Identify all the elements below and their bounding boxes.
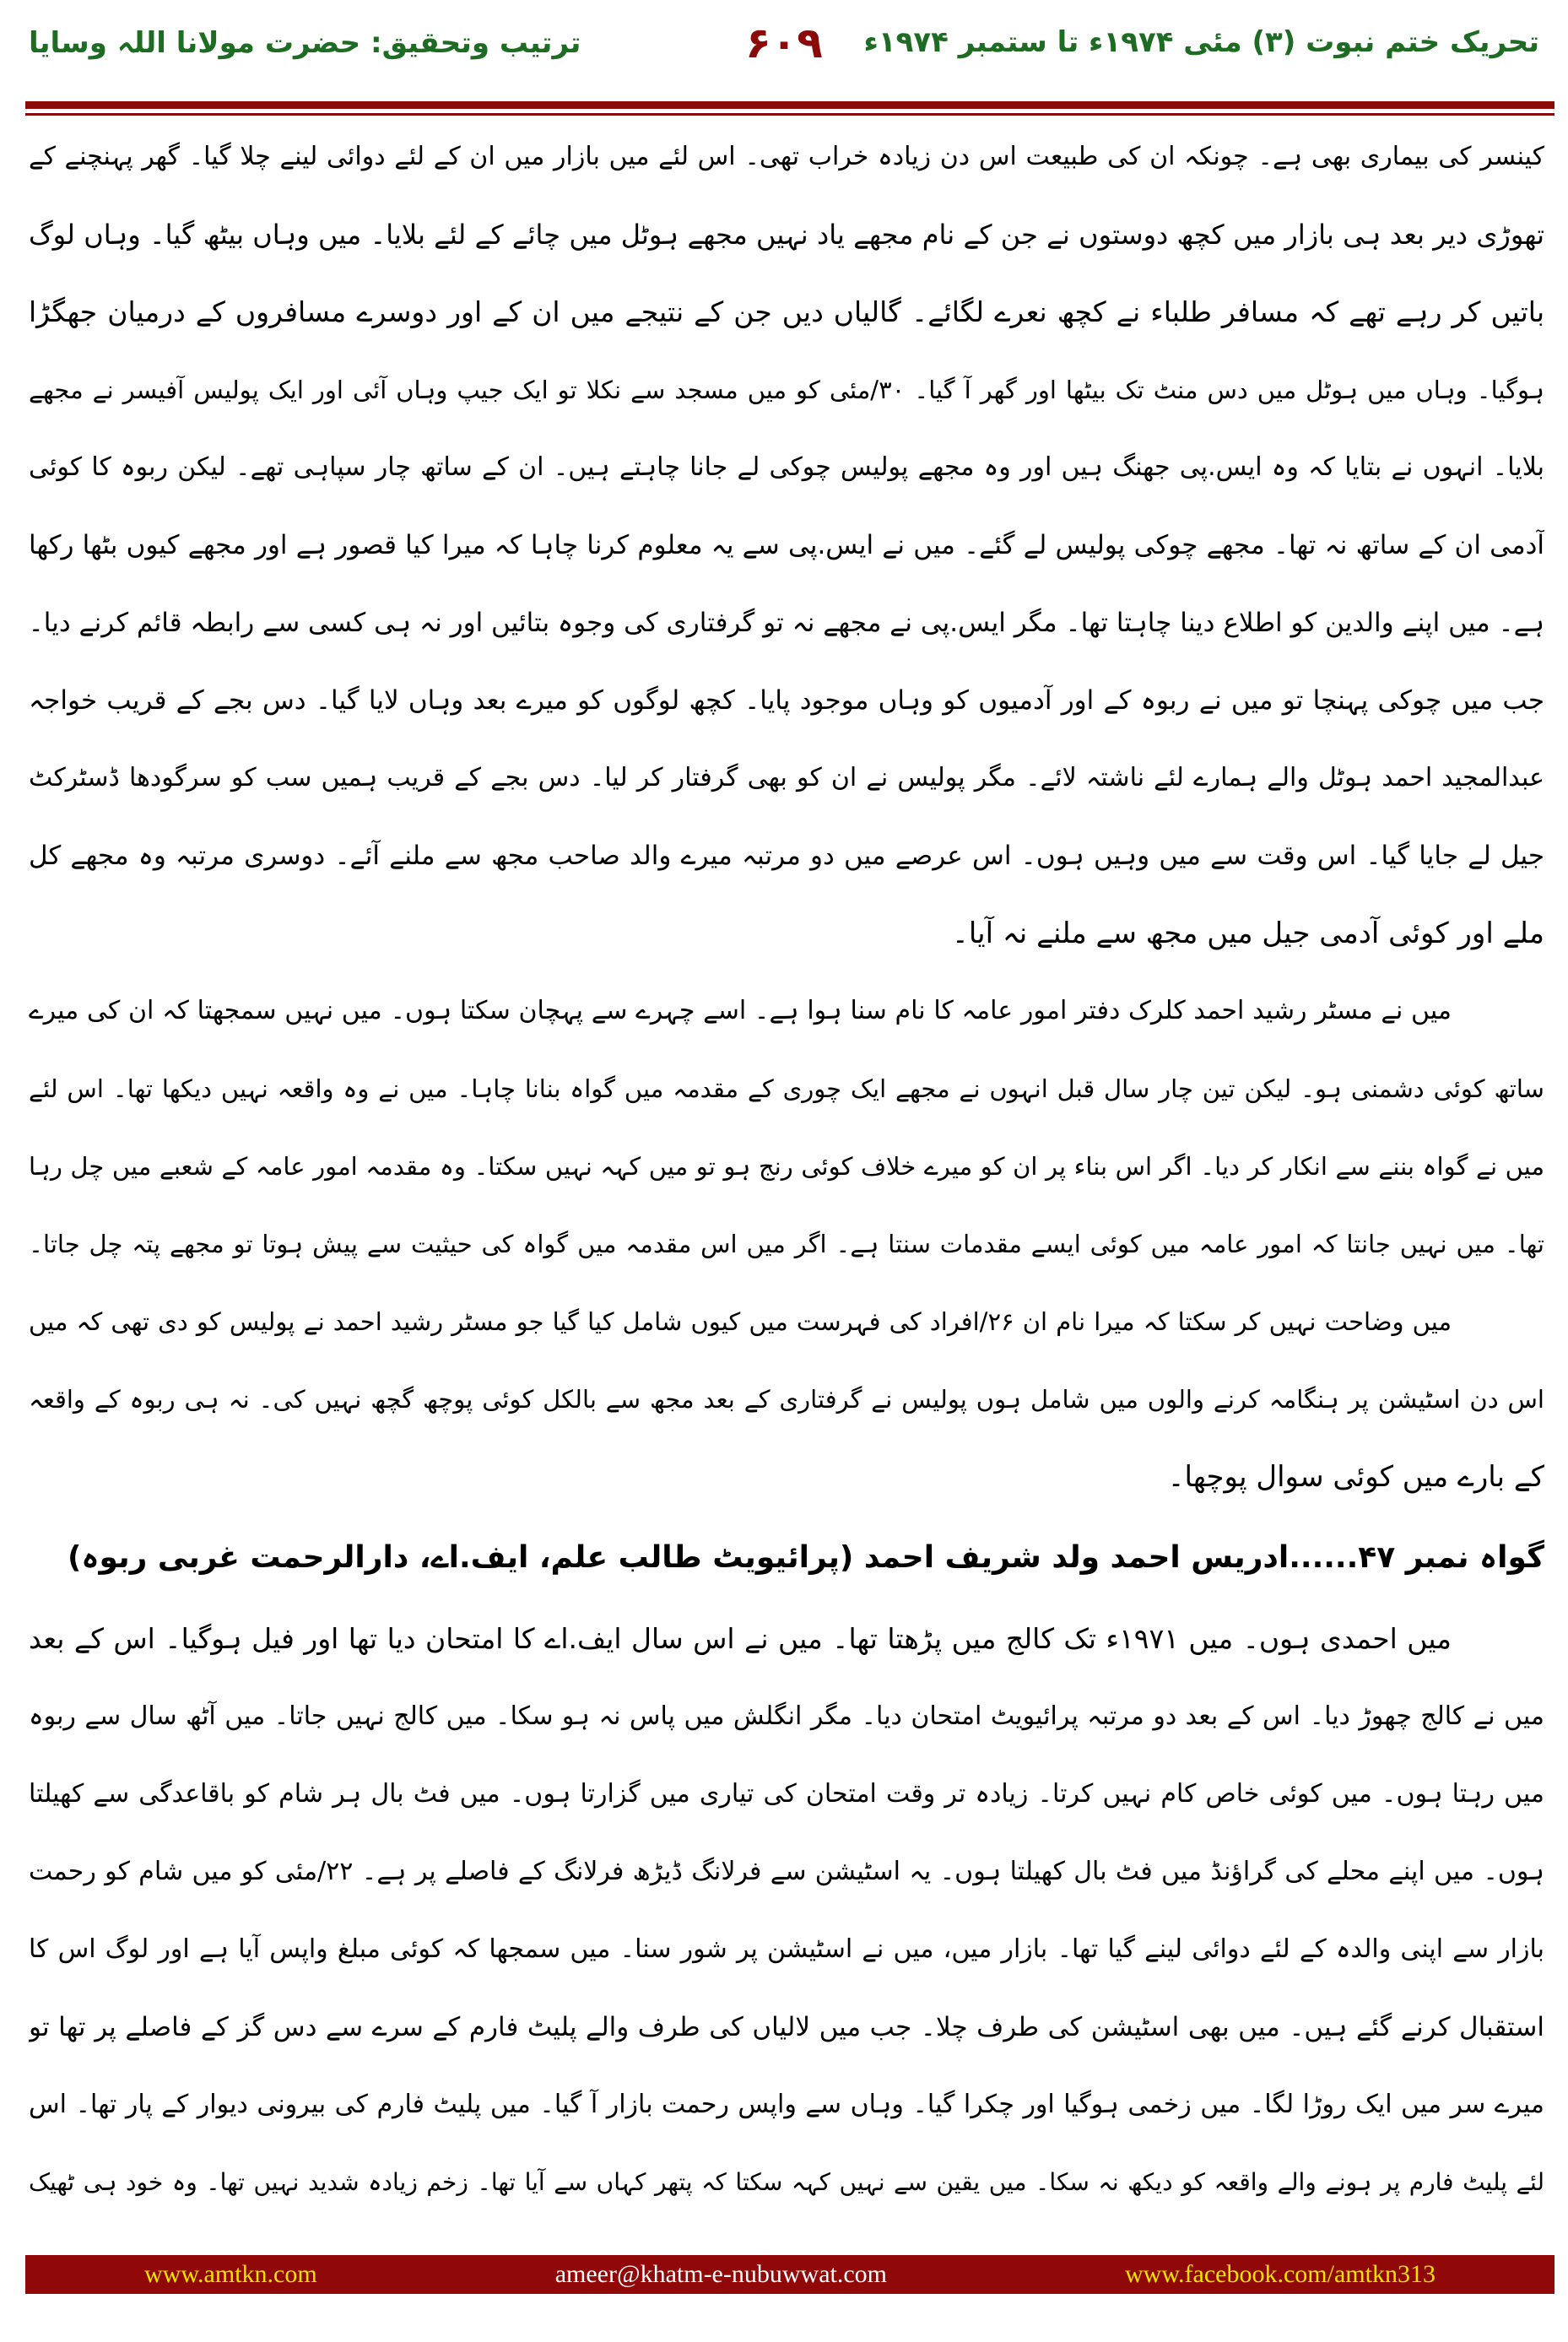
text-line: میرے سر میں ایک روڑا لگا۔ میں زخمی ہوگیا اور چکرا گیا۔ وہاں سے واپس رحمت بازار آ گیا۔ میں پلیٹ فارم کی بیرونی دیوار کے پار تھا۔ اس: [29, 2090, 1544, 2119]
text-line: استقبال کرنے گئے ہیں۔ میں بھی اسٹیشن کی طرف چلا۔ جب میں لالیاں کی طرف والے پلیٹ فارم کے سرے سے دس گز کے فاصلے پر تھا تو: [29, 2012, 1544, 2042]
text-line: بازار سے اپنی والدہ کے لئے دوائی لینے گیا تھا۔ بازار میں، میں نے اسٹیشن پر شور سنا۔ میں سمجھا کہ کوئی مبلغ واپس آیا ہے اور لوگ اس کا: [29, 1934, 1544, 1964]
text-line: میں وضاحت نہیں کر سکتا کہ میرا نام ان ۲۶/افراد کی فہرست میں کیوں شامل کیا گیا جو مسٹر رشید احمد نے پولیس کو دی تھی کہ میں: [29, 1307, 1452, 1336]
text-line: ہوگیا۔ وہاں میں ہوٹل میں دس منٹ تک بیٹھا اور گھر آ گیا۔ ۳۰/مئی کو میں مسجد سے نکلا تو ایک جیپ وہاں آئی اور ایک پولیس آفیسر نے مجھے: [29, 376, 1544, 404]
text-line: ملے اور کوئی آدمی جیل میں مجھ سے ملنے نہ آیا۔: [951, 917, 1544, 950]
witness-heading: گواہ نمبر ۴۷......ادریس احمد ولد شریف احمد (پرائیویٹ طالب علم، ایف.اے، دارالرحمت غربی ربوہ): [67, 1540, 1544, 1575]
text-line: اس دن اسٹیشن پر ہنگامہ کرنے والوں میں شامل ہوں پولیس نے گرفتاری کے بعد مجھ سے بالکل کوئی پوچھ گچھ نہیں کی۔ نہ ہی ربوہ کے واقعہ: [29, 1385, 1544, 1414]
page-body: [29, 118, 1544, 2221]
header-divider-thin: [25, 113, 1554, 116]
text-line: بلایا۔ انہوں نے بتایا کہ وہ ایس.پی جھنگ ہیں اور وہ مجھے پولیس چوکی لے جانا چاہتے ہیں۔ ان کے ساتھ چار سپاہی تھے۔ لیکن ربوہ کا کوئی: [29, 452, 1544, 482]
email-link[interactable]: ameer@khatm-e-nubuwwat.com: [554, 2260, 887, 2288]
text-line: ہے۔ میں اپنے والدین کو اطلاع دینا چاہتا تھا۔ مگر ایس.پی نے مجھے نہ تو گرفتاری کی وجوہ بتائیں اور نہ ہی کسی سے رابطہ قائم کرنے دیا۔: [29, 608, 1544, 638]
text-line: میں احمدی ہوں۔ میں ۱۹۷۱ء تک کالج میں پڑھتا تھا۔ میں نے اس سال ایف.اے کا امتحان دیا تھا اور فیل ہوگیا۔ اس کے بعد: [29, 1622, 1452, 1655]
text-line: میں نے مسٹر رشید احمد کلرک دفتر امور عامہ کا نام سنا ہوا ہے۔ اسے چہرے سے پہچان سکتا ہوں۔ میں نہیں سمجھتا کہ ان کی میرے: [29, 996, 1452, 1025]
header-divider-thick: [25, 101, 1554, 109]
text-line: تھوڑی دیر بعد ہی بازار میں کچھ دوستوں نے جن کے نام مجھے یاد نہیں مجھے ہوٹل میں چائے کے لئے بلایا۔ میں وہاں بیٹھ گیا۔ وہاں لوگ: [29, 219, 1544, 251]
text-line: تھا۔ میں نہیں جانتا کہ امور عامہ میں کوئی ایسے مقدمات سنتا ہے۔ اگر میں اس مقدمہ میں گواہ کی حیثیت سے پیش ہوتا تو مجھے پتہ چل جاتا۔: [29, 1230, 1544, 1258]
footer-bar: [25, 2255, 1554, 2294]
text-line: جب میں چوکی پہنچا تو میں نے ربوہ کے اور آدمیوں کو وہاں موجود پایا۔ کچھ لوگوں کو میرے بعد وہاں لایا گیا۔ دس بجے کے قریب خواجہ: [29, 685, 1544, 716]
text-line: ساتھ کوئی دشمنی ہو۔ لیکن تین چار سال قبل انہوں نے مجھے ایک چوری کے مقدمہ میں گواہ بنانا چاہا۔ میں نے وہ واقعہ نہیں دیکھا تھا۔ اس لئے: [29, 1074, 1544, 1103]
text-line: ہوں۔ میں اپنے محلے کی گراؤنڈ میں فٹ بال کھیلتا ہوں۔ یہ اسٹیشن سے فرلانگ ڈیڑھ فرلانگ کے فاصلے پر ہے۔ ۲۲/مئی کو میں شام کو رحمت: [29, 1857, 1544, 1886]
text-line: کینسر کی بیماری بھی ہے۔ چونکہ ان کی طبیعت اس دن زیادہ خراب تھی۔ اس لئے میں بازار میں ان کے لئے دوائی لینے چلا گیا۔ گھر پہنچنے کے: [29, 142, 1544, 171]
text-line: میں نے کالج چھوڑ دیا۔ اس کے بعد دو مرتبہ پرائیویٹ امتحان دیا۔ مگر انگلش میں پاس نہ ہو سکا۔ میں کالج نہیں جاتا۔ میں آٹھ سال سے ربوہ: [29, 1701, 1544, 1731]
text-line: لئے پلیٹ فارم پر ہونے والے واقعہ کو دیکھ نہ سکا۔ میں یقین سے نہیں کہہ سکتا کہ پتھر کہاں سے آیا تھا۔ زخم زیادہ شدید نہیں تھا۔ وہ خود ہی ٹھیک: [29, 2168, 1544, 2196]
facebook-link[interactable]: www.facebook.com/amtkn313: [1125, 2260, 1436, 2288]
compiler-credit: ترتیب وتحقیق: حضرت مولانا اللہ وسایا: [29, 26, 581, 60]
text-line: کے بارے میں کوئی سوال پوچھا۔: [1167, 1460, 1544, 1494]
text-line: جیل لے جایا گیا۔ اس وقت سے میں وہیں ہوں۔ اس عرصے میں دو مرتبہ میرے والد صاحب مجھ سے ملنے آئے۔ دوسری مرتبہ وہ مجھے کل: [29, 841, 1544, 871]
website-link[interactable]: www.amtkn.com: [144, 2260, 317, 2288]
text-line: عبدالمجید احمد ہوٹل والے ہمارے لئے ناشتہ لائے۔ مگر پولیس نے ان کو بھی گرفتار کر لیا۔ دس بجے کے قریب ہمیں سب کو سرگودھا ڈسٹرکٹ: [29, 763, 1544, 792]
text-line: میں نے گواہ بننے سے انکار کر دیا۔ اگر اس بناء پر ان کو میرے خلاف کوئی رنج ہو تو میں کہہ نہیں سکتا۔ وہ مقدمہ امور عامہ کے شعبے میں چل رہا: [29, 1152, 1544, 1181]
page-number: ۶۰۹: [745, 19, 823, 68]
text-line: آدمی ان کے ساتھ نہ تھا۔ مجھے چوکی پولیس لے گئے۔ میں نے ایس.پی سے یہ معلوم کرنا چاہا کہ میرا کیا قصور ہے اور مجھے کیوں بٹھا رکھا: [29, 530, 1544, 560]
text-line: میں رہتا ہوں۔ میں کوئی خاص کام نہیں کرتا۔ زیادہ تر وقت امتحان کی تیاری میں گزارتا ہوں۔ میں فٹ بال ہر شام کو باقاعدگی سے کھیلتا: [29, 1779, 1544, 1809]
text-line: باتیں کر رہے تھے کہ مسافر طلباء نے کچھ نعرے لگائے۔ گالیاں دیں جن کے نتیجے میں ان کے اور دوسرے مسافروں کے درمیان جھگڑا: [29, 295, 1544, 328]
book-title: تحریک ختم نبوت (۳) مئی ۱۹۷۴ء تا ستمبر ۱۹۷۴ء: [863, 25, 1539, 59]
